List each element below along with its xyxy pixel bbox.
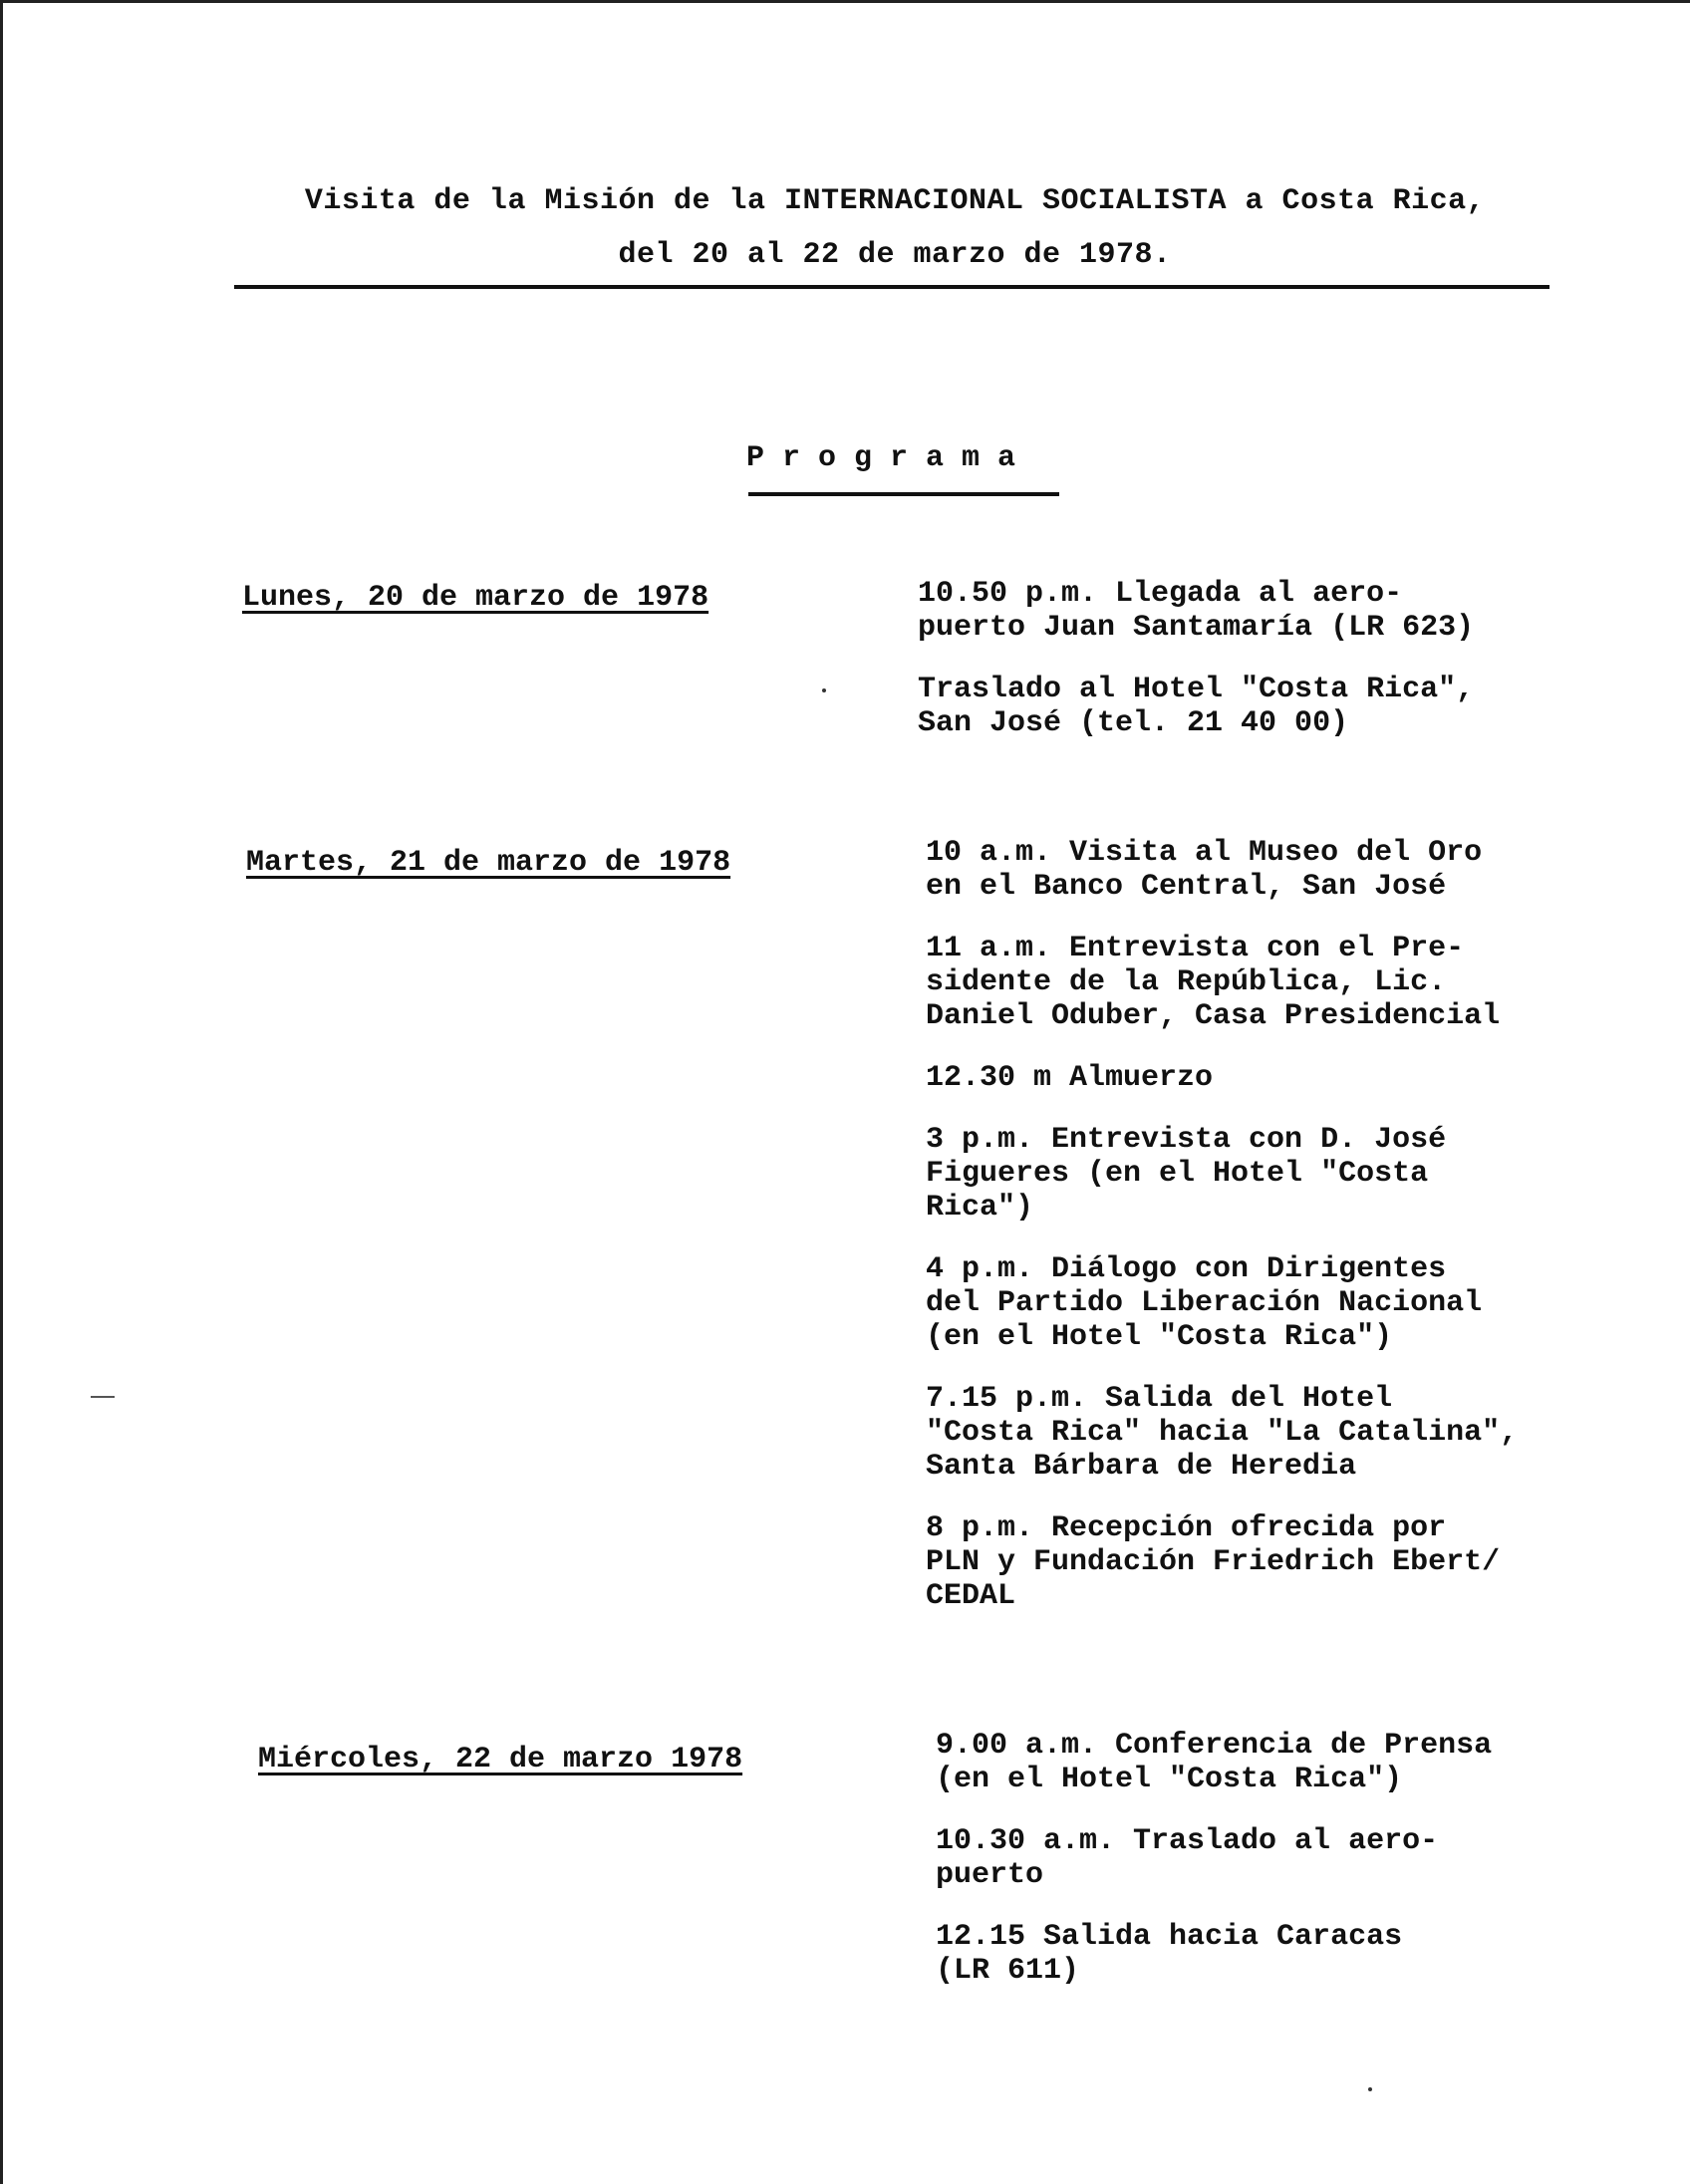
- day-label-wednesday: Miércoles, 22 de marzo 1978: [258, 1743, 743, 1776]
- event-item: 11 a.m. Entrevista con el Pre- sidente de la República, Lic. Daniel Oduber, Casa Presidencial: [926, 932, 1501, 1033]
- event-item: 10.30 a.m. Traslado al aero- puerto: [936, 1824, 1439, 1892]
- title-line-1: Visita de la Misión de la INTERNACIONAL SOCIALISTA a Costa Rica,: [304, 184, 1486, 218]
- day-events-monday: [918, 577, 1675, 768]
- day-events-tuesday: [926, 836, 1683, 1641]
- day-label-tuesday: Martes, 21 de marzo de 1978: [246, 846, 731, 880]
- program-heading-underline: [748, 492, 1059, 496]
- event-item: 12.15 Salida hacia Caracas (LR 611): [936, 1920, 1403, 1988]
- scan-speck: [1368, 2087, 1372, 2091]
- event-item: 10.50 p.m. Llegada al aero- puerto Juan Santamaría (LR 623): [918, 577, 1475, 645]
- scan-mark: [91, 1396, 115, 1398]
- day-events-wednesday: [936, 1729, 1690, 2016]
- title-line-2: del 20 al 22 de marzo de 1978.: [618, 238, 1172, 272]
- event-item: 9.00 a.m. Conferencia de Prensa (en el Hotel "Costa Rica"): [936, 1729, 1493, 1796]
- event-item: 10 a.m. Visita al Museo del Oro en el Banco Central, San José: [926, 836, 1483, 904]
- event-item: 7.15 p.m. Salida del Hotel "Costa Rica" hacia "La Catalina", Santa Bárbara de Heredia: [926, 1382, 1519, 1484]
- event-item: 12.30 m Almuerzo: [926, 1061, 1214, 1095]
- event-item: 3 p.m. Entrevista con D. José Figueres (en el Hotel "Costa Rica"): [926, 1123, 1447, 1225]
- event-item: Traslado al Hotel "Costa Rica", San José (tel. 21 40 00): [918, 673, 1475, 740]
- event-item: 4 p.m. Diálogo con Dirigentes del Partido Liberación Nacional (en el Hotel "Costa Rica"): [926, 1252, 1483, 1354]
- document-title: [232, 174, 1557, 282]
- event-item: 8 p.m. Recepción ofrecida por PLN y Fundación Friedrich Ebert/ CEDAL: [926, 1511, 1501, 1613]
- program-heading: Programa: [745, 441, 1034, 475]
- day-label-monday: Lunes, 20 de marzo de 1978: [242, 581, 709, 615]
- title-underline: [234, 285, 1549, 289]
- scan-speck: [822, 688, 826, 692]
